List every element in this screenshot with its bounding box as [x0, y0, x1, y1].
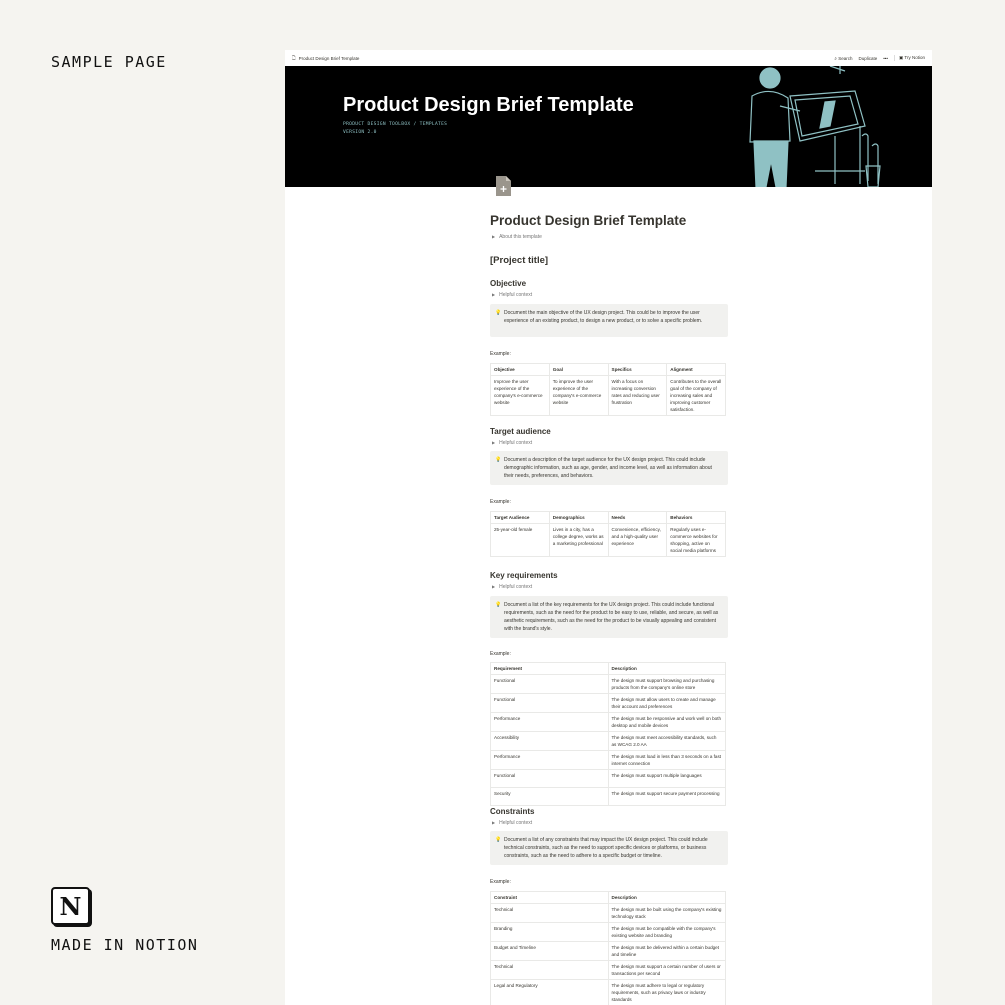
page-icon [495, 175, 512, 197]
section-heading: Target audience [490, 427, 551, 436]
table-header-cell: Requirement [491, 663, 609, 675]
table-cell: The design must allow users to create and manage their account and preferences [608, 694, 726, 713]
table-cell: Performance [491, 713, 609, 732]
table-header-row [491, 512, 726, 524]
table-header-cell: Behaviors [667, 512, 726, 524]
table-cell: Contributes to the overall goal of the company of increasing sales and improving customer satisfaction. [667, 376, 726, 416]
table-header-cell: Objective [491, 364, 550, 376]
table-row [491, 675, 726, 694]
designer-illustration [740, 66, 890, 187]
table-cell: The design must meet accessibility standards, such as WCAG 2.0 AA [608, 732, 726, 751]
table-row [491, 904, 726, 923]
table-cell: Budget and Timeline [491, 942, 609, 961]
cover-version: VERSION 2.0 [343, 130, 377, 135]
table-cell: Security [491, 788, 609, 806]
table-header-cell: Goal [549, 364, 608, 376]
table-row [491, 751, 726, 770]
table-row [491, 770, 726, 788]
sample-page-label: SAMPLE PAGE [51, 53, 167, 71]
table-header-cell: Demographics [549, 512, 608, 524]
toggle-triangle-icon: ▶ [492, 440, 496, 445]
table-cell: Technical [491, 961, 609, 980]
table-cell: The design must be delivered within a certain budget and timeline [608, 942, 726, 961]
table-cell: Branding [491, 923, 609, 942]
table-header-row [491, 663, 726, 675]
doc-title: Product Design Brief Template [490, 213, 687, 228]
callout: 💡 Document a description of the target audience for the UX design project. This could include demographic information, such as age, gender, and income level, as well as information about their needs, preferences, and behaviors. [490, 451, 728, 485]
callout: 💡 Document a list of any constraints that may impact the UX design project. This could include technical constraints, such as the need to support specific devices or platforms, or business constraints, such as the need to adhere to a specific budget or timeline. [490, 831, 728, 865]
lightbulb-icon: 💡 [495, 837, 502, 843]
table-row [491, 524, 726, 557]
table-cell: To improve the user experience of the company's e-commerce website [549, 376, 608, 416]
duplicate-button[interactable]: Duplicate [858, 55, 878, 61]
toggle-triangle-icon: ▶ [492, 584, 496, 589]
table-cell: With a focus on increasing conversion rates and reducing user frustration [608, 376, 667, 416]
table-cell: Legal and Regulatory [491, 980, 609, 1005]
cover-title: Product Design Brief Template [343, 94, 634, 116]
lightbulb-icon: 💡 [495, 602, 502, 608]
helpful-context-toggle[interactable]: ▶ Helpful context [492, 584, 533, 590]
table-header-cell: Description [608, 892, 726, 904]
notion-logo: N [51, 887, 90, 925]
helpful-context-toggle[interactable]: ▶ Helpful context [492, 820, 533, 826]
example-table [490, 363, 726, 416]
table-cell: The design must support a certain number of users or transactions per second [608, 961, 726, 980]
callout: 💡 Document the main objective of the UX design project. This could be to improve the user experience of an existing product, to design a new product, or to solve a specific problem. [490, 304, 728, 337]
table-cell: Performance [491, 751, 609, 770]
example-table [490, 511, 726, 557]
table-cell: Technical [491, 904, 609, 923]
section-heading: Key requirements [490, 571, 558, 580]
table-cell: Functional [491, 675, 609, 694]
section-heading: Constraints [490, 807, 535, 816]
table-cell: Regularly uses e-commerce websites for shopping, active on social media platforms [667, 524, 726, 557]
table-header-cell: Constraint [491, 892, 609, 904]
table-header-cell: Description [608, 663, 726, 675]
example-label: Example: [490, 499, 511, 505]
example-label: Example: [490, 651, 511, 657]
notion-page [285, 50, 932, 1005]
table-row [491, 732, 726, 751]
helpful-context-toggle[interactable]: ▶ Helpful context [492, 440, 533, 446]
table-header-row [491, 364, 726, 376]
table-cell: The design must be responsive and work well on both desktop and mobile devices [608, 713, 726, 732]
page-doc-icon: 🗋 [292, 55, 296, 60]
table-row [491, 788, 726, 806]
section-heading: Objective [490, 279, 527, 288]
more-button[interactable]: ••• [883, 55, 888, 61]
table-cell: The design must support browsing and purchasing products from the company's online store [608, 675, 726, 694]
table-cell: Accessibility [491, 732, 609, 751]
table-row [491, 923, 726, 942]
example-label: Example: [490, 879, 511, 885]
table-row [491, 713, 726, 732]
table-row [491, 942, 726, 961]
table-header-cell: Alignment [667, 364, 726, 376]
lightbulb-icon: 💡 [495, 457, 502, 463]
try-notion-button[interactable]: ▣ Try Notion [894, 55, 925, 61]
search-button[interactable]: ⌕ Search [834, 55, 853, 61]
helpful-context-toggle[interactable]: ▶ Helpful context [492, 292, 533, 298]
table-cell: The design must adhere to legal or regulatory requirements, such as privacy laws or industry standards [608, 980, 726, 1005]
table-cell: Functional [491, 694, 609, 713]
table-header-row [491, 892, 726, 904]
table-row [491, 961, 726, 980]
toggle-triangle-icon: ▶ [492, 292, 496, 297]
lightbulb-icon: 💡 [495, 310, 502, 316]
table-cell: The design must support secure payment processing [608, 788, 726, 806]
search-icon: ⌕ [834, 55, 837, 61]
table-row [491, 980, 726, 1005]
made-in-notion-label: MADE IN NOTION [51, 936, 199, 954]
example-table [490, 891, 726, 1005]
table-cell: Improve the user experience of the company's e-commerce website [491, 376, 550, 416]
table-cell: Convenience, efficiency, and a high-quality user experience [608, 524, 667, 557]
toggle-triangle-icon: ▶ [492, 234, 496, 239]
cover-breadcrumb: PRODUCT DESIGN TOOLBOX / TEMPLATES [343, 122, 448, 127]
table-row [491, 694, 726, 713]
table-row [491, 376, 726, 416]
cover-banner [285, 66, 932, 187]
topbar [285, 50, 932, 66]
breadcrumb-page[interactable]: Product Design Brief Template [298, 55, 360, 61]
table-cell: The design must be compatible with the company's existing website and branding [608, 923, 726, 942]
project-title-heading: [Project title] [490, 255, 549, 266]
table-cell: Lives in a city, has a college degree, works as a marketing professional [549, 524, 608, 557]
notion-mini-icon: ▣ [898, 55, 904, 60]
table-cell: The design must support multiple languages [608, 770, 726, 788]
example-label: Example: [490, 351, 511, 357]
table-header-cell: Needs [608, 512, 667, 524]
table-cell: 25-year-old female [491, 524, 550, 557]
about-toggle[interactable]: ▶ About this template [492, 234, 542, 240]
callout: 💡 Document a list of the key requirements for the UX design project. This could include functional requirements, such as the need for the product to be easy to use, reliable, and secure, as well as aesthetic requirements, such as the need for the product to be visually appealing and consistent with the brand's style. [490, 596, 728, 638]
table-cell: The design must be built using the company's existing technology stack [608, 904, 726, 923]
example-table [490, 662, 726, 806]
table-header-cell: Specifics [608, 364, 667, 376]
table-cell: The design must load in less than 3 seconds on a fast internet connection [608, 751, 726, 770]
table-cell: Functional [491, 770, 609, 788]
toggle-triangle-icon: ▶ [492, 820, 496, 825]
table-header-cell: Target Audience [491, 512, 550, 524]
